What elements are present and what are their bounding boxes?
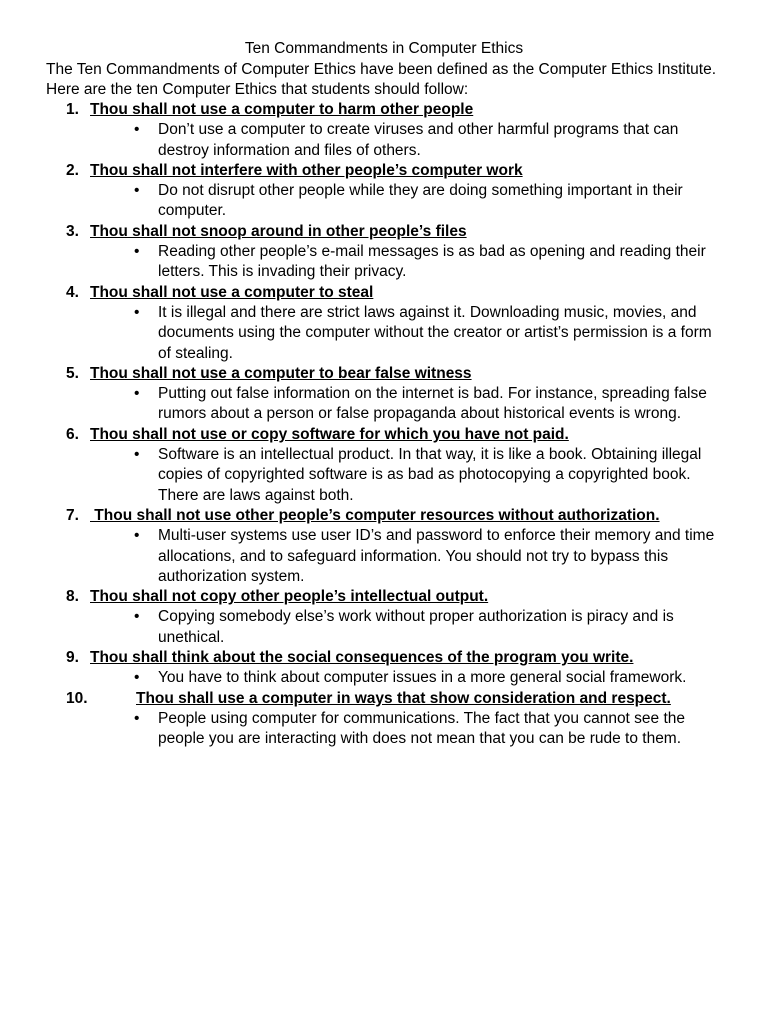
list-item [0,283,768,364]
item-heading: Thou shall use a computer in ways that show consideration and respect. [136,689,671,707]
list-item [0,100,768,161]
item-number: 8. [66,588,79,606]
commandments-list [0,100,768,750]
item-bullet: People using computer for communications. The fact that you cannot see the people you are interacting with does not mean that you can be rude to them. [158,709,686,748]
bullet-icon: • [134,385,140,403]
item-bullet: Putting out false information on the internet is bad. For instance, spreading false rumors about a person or false propaganda about historical events is wrong. [158,385,707,423]
bullet-icon: • [134,709,140,727]
bullet-icon: • [134,446,140,464]
item-number: 4. [66,283,79,301]
item-heading: Thou shall not snoop around in other people’s files [90,222,467,240]
item-bullet: Do not disrupt other people while they are doing something important in their computer. [158,182,683,220]
item-bullet: Reading other people’s e-mail messages is as bad as opening and reading their letters. This is invading their privacy. [158,243,706,281]
item-number: 6. [66,425,79,443]
item-bullet: Multi-user systems use user ID’s and password to enforce their memory and time allocations, and to safeguard information. You should not try to bypass this authorization system. [158,527,715,585]
item-number: 1. [66,101,79,118]
list-item [0,364,768,425]
bullet-icon: • [134,527,140,545]
bullet-icon: • [134,121,140,139]
list-item [0,222,768,283]
item-heading: Thou shall not interfere with other people’s computer work [90,161,523,179]
item-heading: Thou shall not use other people’s computer resources without authorization. [90,506,660,524]
list-item [0,425,768,506]
item-heading: Thou shall think about the social consequences of the program you write. [90,649,634,667]
bullet-icon: • [134,608,140,626]
list-item [0,161,768,222]
item-bullet: It is illegal and there are strict laws against it. Downloading music, movies, and documents using the computer without the creator or artist’s permission is a form of stealing. [158,303,712,362]
bullet-icon: • [134,669,140,687]
item-bullet: Don’t use a computer to create viruses and other harmful programs that can destroy information and files of others. [158,121,679,159]
bullet-icon: • [134,182,140,200]
list-item [0,689,768,750]
item-number: 7. [66,506,79,524]
item-bullet: Copying somebody else’s work without proper authorization is piracy and is unethical. [158,608,674,646]
item-heading: Thou shall not use or copy software for which you have not paid. [90,425,569,443]
list-item [0,587,768,648]
item-bullet: You have to think about computer issues in a more general social framework. [158,669,687,687]
item-heading: Thou shall not copy other people’s intellectual output. [90,588,489,606]
item-number: 3. [66,222,79,240]
intro-paragraph: The Ten Commandments of Computer Ethics have been defined as the Computer Ethics Institute. Here are the ten Computer Ethics that students should follow: [46,61,717,98]
list-item [0,506,768,587]
item-number: 5. [66,364,79,382]
item-heading: Thou shall not use a computer to steal [90,283,374,301]
item-number: 10. [66,689,88,707]
bullet-icon: • [134,303,140,321]
document-title: Ten Commandments in Computer Ethics [244,40,524,57]
item-heading: Thou shall not use a computer to harm other people [90,101,474,118]
item-bullet: Software is an intellectual product. In that way, it is like a book. Obtaining illegal copies of copyrighted software is as bad as photocopying a copyrighted book. There are laws against both. [158,446,702,504]
bullet-icon: • [134,243,140,261]
item-number: 9. [66,649,79,667]
item-heading: Thou shall not use a computer to bear false witness [90,364,472,382]
item-number: 2. [66,161,79,179]
list-item [0,648,768,689]
